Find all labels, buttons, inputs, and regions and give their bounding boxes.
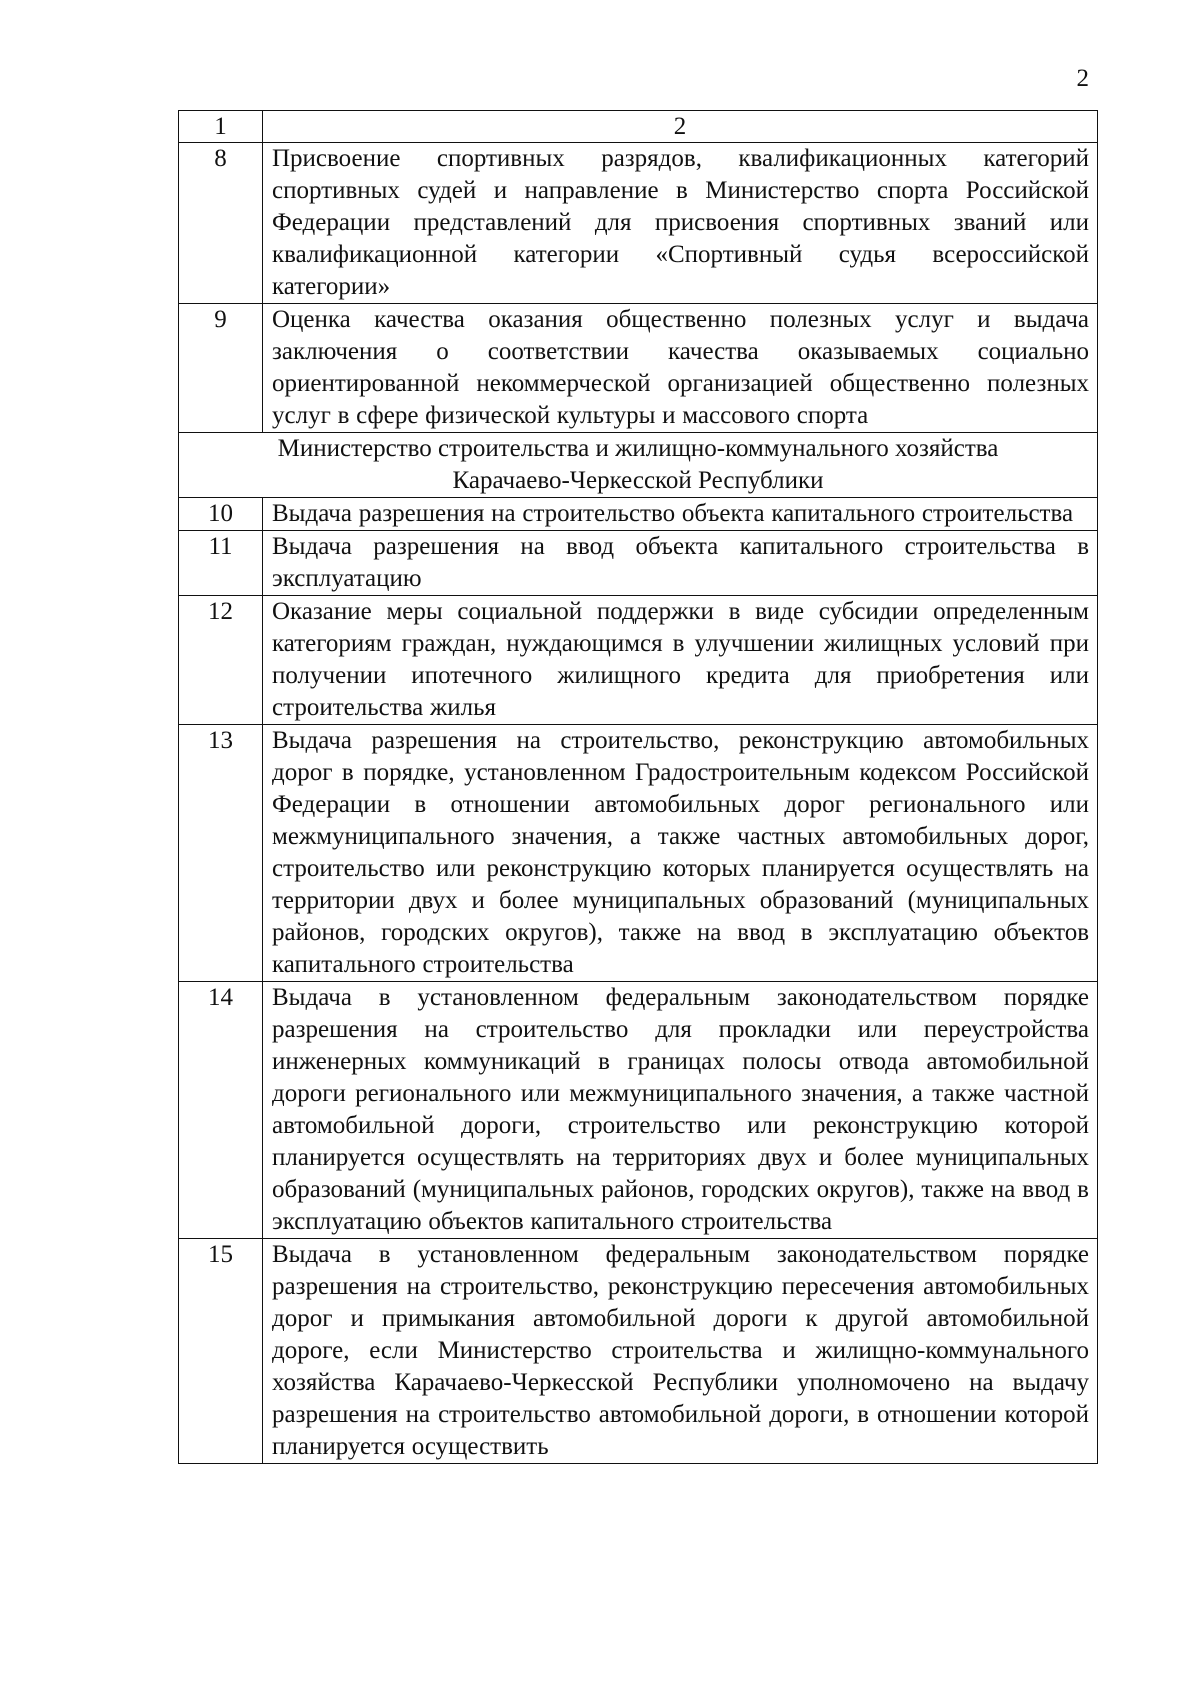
row-number: 13 xyxy=(179,725,263,982)
row-number: 14 xyxy=(179,982,263,1239)
table-row xyxy=(179,143,1098,304)
table-row xyxy=(179,304,1098,433)
section-header-row xyxy=(179,433,1098,498)
table-row xyxy=(179,982,1098,1239)
row-text: Оказание меры социальной поддержки в виде субсидии определенным категориям граждан, нуждающимся в улучшении жилищных условий при получении ипотечного жилищного кредита для приобретения или строительства жилья xyxy=(263,596,1098,725)
page-number: 2 xyxy=(1076,65,1089,92)
row-number: 10 xyxy=(179,498,263,531)
row-text: Выдача разрешения на строительство объекта капитального строительства xyxy=(263,498,1098,531)
table-row xyxy=(179,1239,1098,1464)
row-text: Выдача разрешения на ввод объекта капитального строительства в эксплуатацию xyxy=(263,531,1098,596)
header-col-1: 1 xyxy=(179,111,263,143)
table-row xyxy=(179,531,1098,596)
table-header-row xyxy=(179,111,1098,143)
section-title-line-2: Карачаево-Черкесской Республики xyxy=(452,467,824,494)
table-row xyxy=(179,725,1098,982)
row-number: 15 xyxy=(179,1239,263,1464)
section-title xyxy=(179,433,1098,498)
row-text: Выдача в установленном федеральным законодательством порядке разрешения на строительство, реконструкцию пересечения автомобильных дорог и примыкания автомобильной дороги к другой автомобильной дороге, если Министерство строительства и жилищно-коммунального хозяйства Карачаево-Черкесской Республики уполномочено на выдачу разрешения на строительство автомобильной дороги, в отношении которой планируется осуществить xyxy=(263,1239,1098,1464)
header-col-2: 2 xyxy=(263,111,1098,143)
services-table xyxy=(178,110,1098,1464)
row-text: Оценка качества оказания общественно полезных услуг и выдача заключения о соответствии качества оказываемых социально ориентированной некоммерческой организацией общественно полезных услуг в сфере физической культуры и массового спорта xyxy=(263,304,1098,433)
section-title-line-1: Министерство строительства и жилищно-коммунального хозяйства xyxy=(277,435,999,462)
row-text: Присвоение спортивных разрядов, квалификационных категорий спортивных судей и направление в Министерство спорта Российской Федерации представлений для присвоения спортивных званий или квалификационной категории «Спортивный судья всероссийской категории» xyxy=(263,143,1098,304)
row-number: 11 xyxy=(179,531,263,596)
row-text: Выдача в установленном федеральным законодательством порядке разрешения на строительство для прокладки или переустройства инженерных коммуникаций в границах полосы отвода автомобильной дороги регионального или межмуниципального значения, а также частной автомобильной дороги, строительство или реконструкцию которой планируется осуществлять на территориях двух и более муниципальных образований (муниципальных районов, городских округов), также на ввод в эксплуатацию объектов капитального строительства xyxy=(263,982,1098,1239)
row-number: 8 xyxy=(179,143,263,304)
row-number: 12 xyxy=(179,596,263,725)
row-number: 9 xyxy=(179,304,263,433)
row-text: Выдача разрешения на строительство, реконструкцию автомобильных дорог в порядке, установленном Градостроительным кодексом Российской Федерации в отношении автомобильных дорог регионального или межмуниципального значения, а также частных автомобильных дорог, строительство или реконструкцию которых планируется осуществлять на территории двух и более муниципальных образований (муниципальных районов, городских округов), также на ввод в эксплуатацию объектов капитального строительства xyxy=(263,725,1098,982)
table-row xyxy=(179,498,1098,531)
table-row xyxy=(179,596,1098,725)
